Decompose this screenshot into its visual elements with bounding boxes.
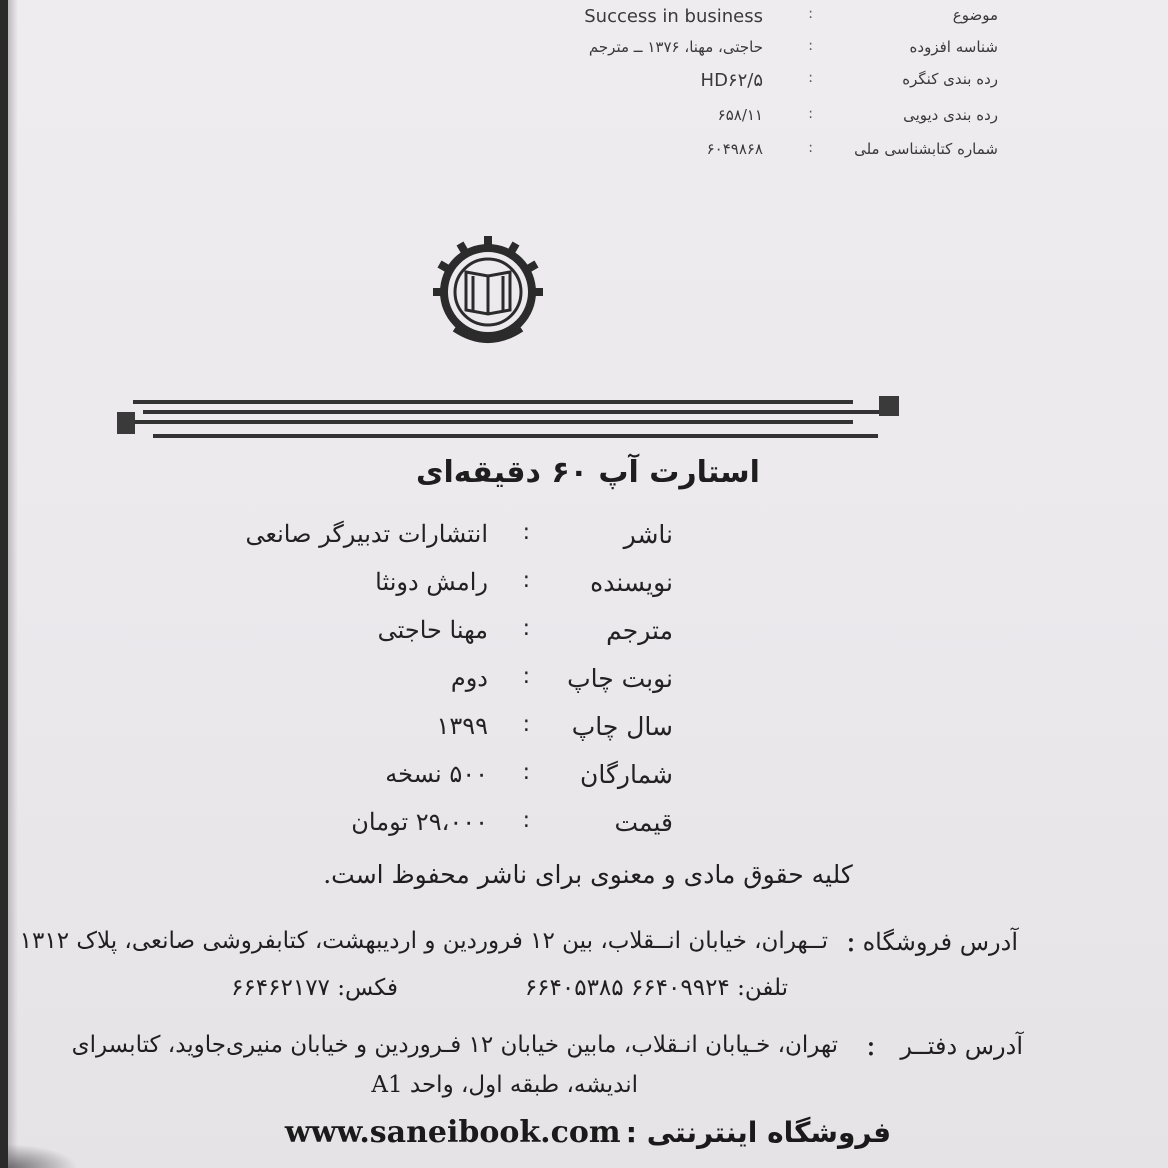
rights-notice: کلیه حقوق مادی و معنوی برای ناشر محفوظ است. [323,860,853,889]
info-value: انتشارات تدبیرگر صانعی [245,520,488,548]
store-phone: تلفن: ۶۶۴۰۹۹۲۴ ۶۶۴۰۵۳۸۵ [524,975,788,1001]
catalog-row-subject [8,6,1168,36]
office-address: تهران، خـیابان انـقلاب، مابین خیابان ۱۲ فـروردین و خیابان منیری‌جاوید، کتابسرای [71,1032,838,1058]
info-label: نویسنده [590,568,673,597]
book-imprint-page [8,0,1168,1168]
office-address-colon: : [865,1028,876,1063]
info-colon: : [522,616,530,641]
info-value: ۱۳۹۹ [436,712,488,740]
website-row [8,1115,1168,1150]
info-value: دوم [450,664,488,692]
info-row-translator [8,616,1168,660]
catalog-label: رده بندی دیویی [903,106,998,124]
info-label: سال چاپ [571,712,673,741]
catalog-colon: : [808,38,813,54]
catalog-colon: : [808,106,813,122]
corner-shadow [8,1144,78,1168]
store-address: تــهران، خیابان انــقلاب، بین ۱۲ فروردین و اردیبهشت، کتابفروشی صانعی، پلاک ۱۳۱۲ [19,928,828,954]
info-label: شمارگان [580,760,673,789]
store-address-colon: : [845,924,856,959]
catalog-label: موضوع [952,6,998,24]
info-value: رامش دونثا [375,568,488,596]
website-link[interactable]: www.saneibook.com [284,1115,621,1150]
info-value: مهنا حاجتی [377,616,488,644]
catalog-value: حاجتی، مهنا، ۱۳۷۶ ــ مترجم [588,38,763,56]
info-row-edition [8,664,1168,708]
catalog-value: ۶۰۴۹۸۶۸ [706,140,763,158]
info-row-print-year [8,712,1168,756]
info-row-publisher [8,520,1168,564]
catalog-row-congress [8,70,1168,100]
store-address-label: آدرس فروشگاه [862,928,1018,956]
info-colon: : [522,760,530,785]
info-row-price [8,808,1168,852]
website-label: فروشگاه اینترنتی : [625,1116,892,1149]
info-colon: : [522,568,530,593]
book-title: استارت آپ ۶۰ دقیقه‌ای [416,455,760,490]
open-book-gear-logo-icon [433,230,543,360]
info-colon: : [522,712,530,737]
office-address-line2: اندیشه، طبقه اول، واحد A1 [371,1072,638,1098]
catalog-value: HD۶۲/۵ [700,70,763,91]
catalog-value: Success in business [584,6,763,27]
info-value: ۵۰۰ نسخه [385,760,488,788]
info-label: ناشر [623,520,673,549]
office-address-label: آدرس دفتــر [900,1032,1023,1060]
catalog-colon: : [808,6,813,22]
catalog-label: رده بندی کنگره [902,70,998,88]
decorative-rule [113,382,903,442]
info-value: ۲۹،۰۰۰ تومان [351,808,488,836]
store-fax: فکس: ۶۶۴۶۲۱۷۷ [231,975,398,1001]
info-label: مترجم [606,616,673,645]
info-label: قیمت [614,808,673,837]
catalog-label: شناسه افزوده [909,38,998,56]
info-row-circulation [8,760,1168,804]
catalog-colon: : [808,70,813,86]
info-row-author [8,568,1168,612]
info-colon: : [522,664,530,689]
catalog-row-national-number [8,140,1168,170]
catalog-colon: : [808,140,813,156]
catalog-row-dewey [8,106,1168,136]
catalog-value: ۶۵۸/۱۱ [717,106,763,124]
info-colon: : [522,808,530,833]
info-colon: : [522,520,530,545]
catalog-row-added-entry [8,38,1168,68]
catalog-label: شماره کتابشناسی ملی [854,140,998,158]
info-label: نوبت چاپ [567,664,673,693]
